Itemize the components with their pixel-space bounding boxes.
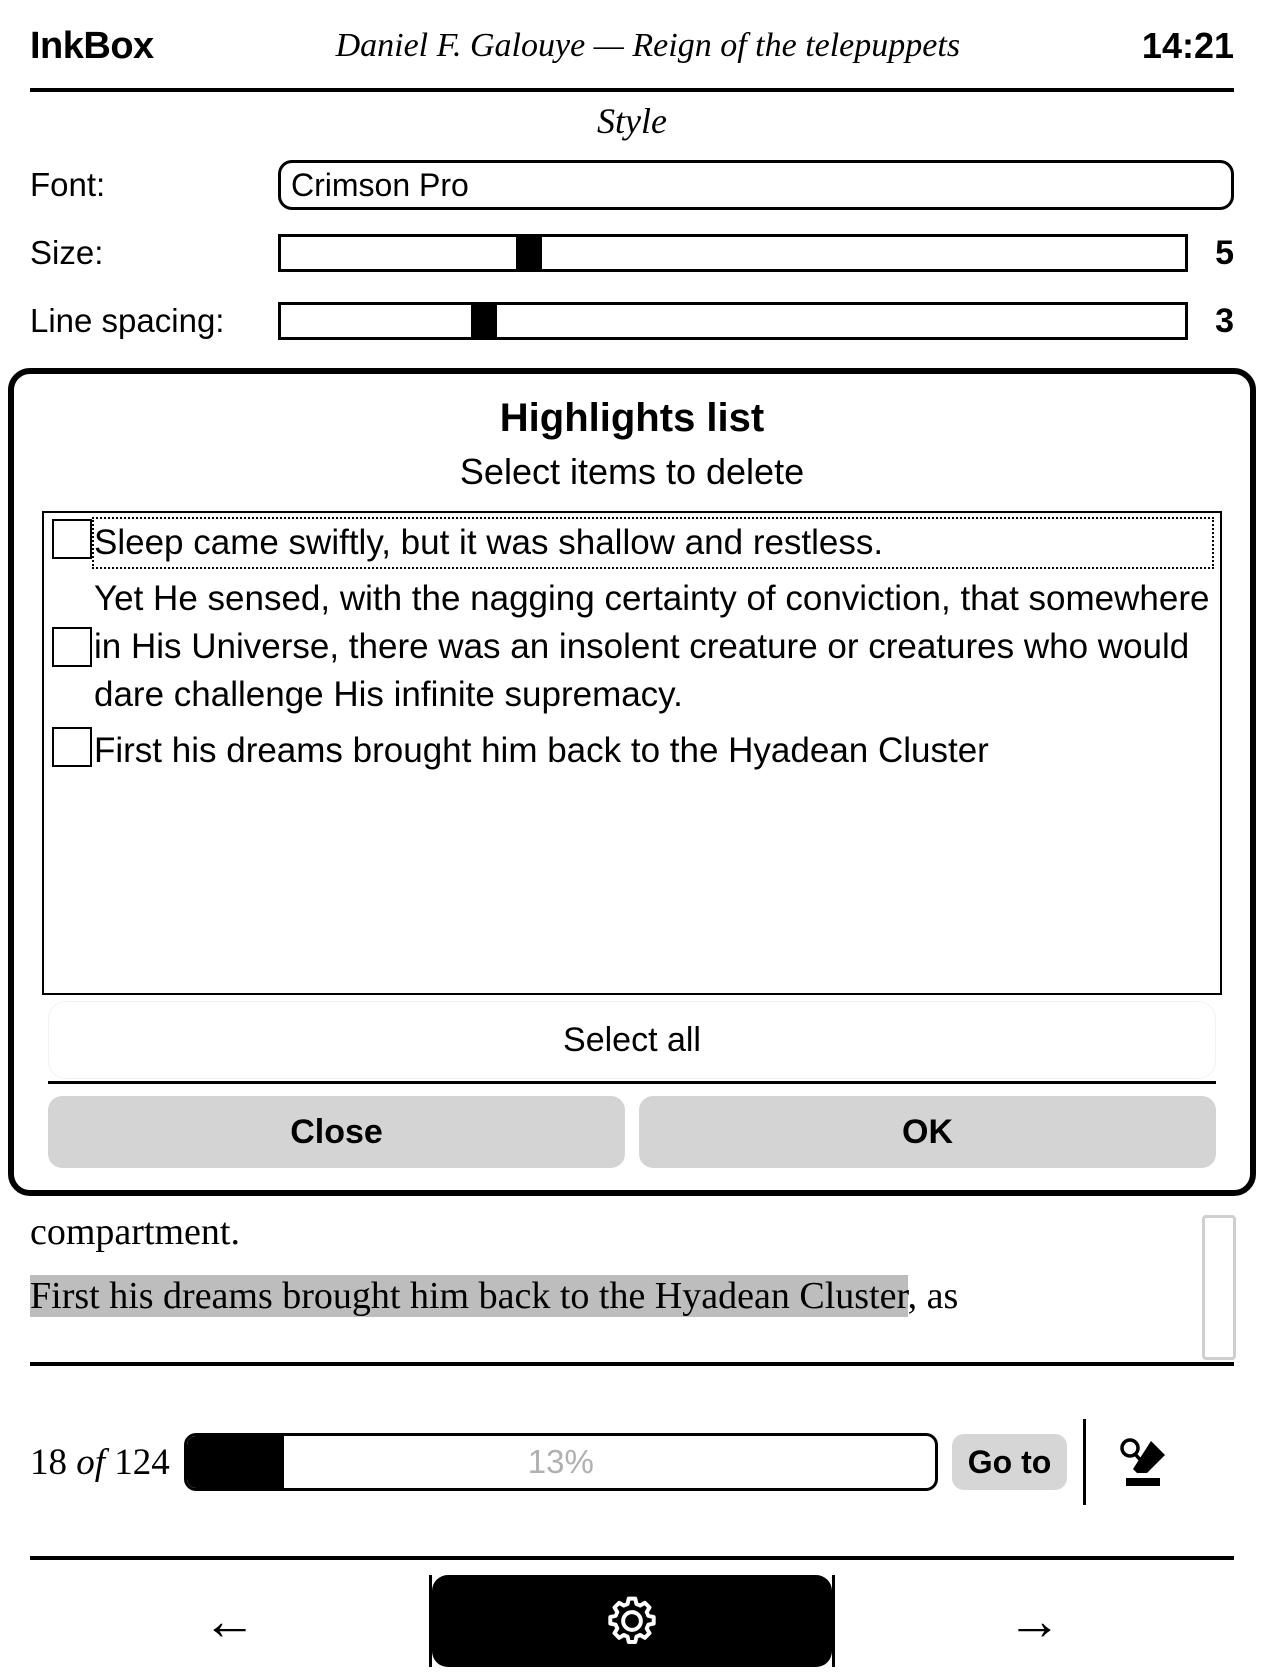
footer-vertical-divider (1083, 1419, 1086, 1505)
font-row (0, 158, 1264, 212)
highlight-item-text: First his dreams brought him back to the Hyadean Cluster (94, 731, 989, 770)
highlighter-search-icon[interactable] (1102, 1426, 1182, 1498)
line-spacing-label: Line spacing: (30, 302, 225, 339)
arrow-right-icon: → (1007, 1591, 1062, 1651)
highlight-list-item[interactable] (52, 575, 1212, 719)
size-slider[interactable] (278, 234, 1188, 272)
progress-slider[interactable] (184, 1433, 938, 1491)
select-all-button[interactable] (48, 1001, 1216, 1079)
page-scrollbar[interactable] (1202, 1215, 1236, 1360)
page-total: 124 (114, 1441, 170, 1483)
highlight-item-text: Sleep came swiftly, but it was shallow and restless. (94, 519, 1212, 567)
arrow-left-icon: ← (202, 1591, 257, 1651)
forward-button[interactable] (835, 1575, 1234, 1667)
style-panel-heading: Style (597, 101, 667, 141)
highlight-item-checkbox[interactable] (52, 519, 92, 559)
highlight-list-item[interactable] (52, 519, 1212, 567)
goto-button-label: Go to (967, 1443, 1052, 1480)
highlight-item-text: Yet He sensed, with the nagging certainty of conviction, that somewhere in His Universe, there was an insolent creature or creatures who would dare challenge His infinite supremacy. (94, 579, 1210, 714)
highlight-item-checkbox[interactable] (52, 727, 92, 767)
size-row (0, 226, 1264, 280)
size-value: 5 (1215, 233, 1234, 272)
close-button-label: Close (290, 1112, 383, 1151)
page-counter (30, 1441, 170, 1484)
dialog-subtitle: Select items to delete (459, 451, 805, 492)
book-title: Daniel F. Galouye — Reign of the telepuppets (335, 27, 961, 64)
highlight-item-checkbox[interactable] (52, 627, 92, 667)
line-spacing-value: 3 (1215, 301, 1234, 340)
highlights-listbox[interactable] (42, 511, 1222, 995)
highlighter-search-glyph (1113, 1433, 1171, 1491)
dialog-actions (48, 1096, 1216, 1168)
bottom-navigation (30, 1566, 1234, 1676)
status-clock: 14:21 (1141, 25, 1234, 66)
close-button[interactable] (48, 1096, 625, 1168)
footer-top-divider (30, 1362, 1234, 1366)
page-of-label: of (76, 1441, 106, 1483)
highlight-span[interactable]: First his dreams brought him back to the Hyadean Cluster (30, 1275, 908, 1317)
book-line-compartment: compartment. (30, 1211, 240, 1253)
app-brand: InkBox (30, 24, 154, 67)
progress-percent-label: 13% (527, 1443, 594, 1480)
dialog-title: Highlights list (499, 396, 765, 440)
select-all-label: Select all (563, 1020, 701, 1059)
line-spacing-row (0, 294, 1264, 348)
highlight-list-item[interactable] (52, 727, 1212, 775)
dialog-actions-divider (48, 1081, 1216, 1084)
reading-progress-bar (30, 1374, 1234, 1550)
back-button[interactable] (30, 1575, 429, 1667)
ok-button-label: OK (902, 1112, 953, 1151)
header-divider (30, 88, 1234, 92)
settings-button[interactable] (432, 1575, 831, 1667)
font-select[interactable] (278, 160, 1234, 210)
gear-icon (604, 1593, 660, 1649)
app-header (0, 0, 1264, 92)
highlights-dialog (8, 368, 1256, 1196)
line-spacing-slider-thumb[interactable] (471, 302, 497, 340)
goto-button[interactable] (952, 1434, 1068, 1490)
font-value: Crimson Pro (291, 166, 469, 203)
highlight-trailing: , as (907, 1275, 959, 1317)
nav-top-divider (30, 1556, 1234, 1560)
page-current: 18 (30, 1441, 67, 1483)
style-panel (0, 100, 1264, 362)
progress-fill (187, 1436, 284, 1488)
ok-button[interactable] (639, 1096, 1216, 1168)
book-line-highlighted (30, 1264, 1120, 1328)
line-spacing-slider[interactable] (278, 302, 1188, 340)
size-slider-thumb[interactable] (516, 234, 542, 272)
font-label: Font: (30, 166, 106, 203)
size-label: Size: (30, 234, 104, 271)
